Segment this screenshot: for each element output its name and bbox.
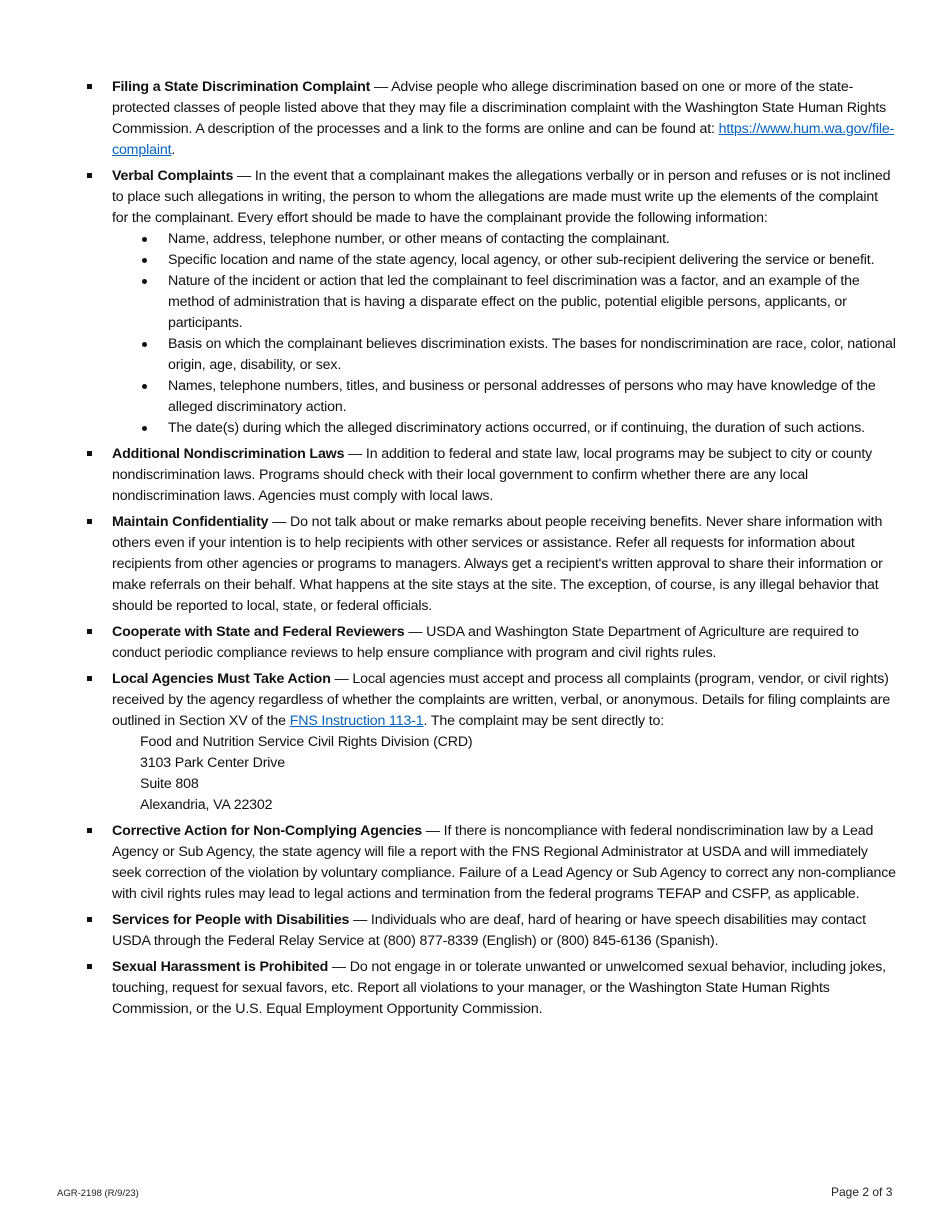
section-title: Maintain Confidentiality: [112, 514, 269, 530]
form-id: AGR-2198 (R/9/23): [57, 1188, 139, 1199]
section-text: — If there is noncompliance with federal nondiscrimination law by a Lead Agency or Sub Agency, the state agency will file a report with the FNS Regional Administrator at USDA and will immediately seek correction of the violation by voluntary compliance. Failure of a Lead Agency or Sub Agency to correct any non-compliance with civil rights rules may lead to legal actions and termination from the federal programs TEFAP and CSFP, as applicable.: [112, 823, 896, 902]
section-text: . The complaint may be sent directly to:: [423, 713, 665, 729]
list-item: Names, telephone numbers, titles, and business or personal addresses of persons who may have knowledge of the alleged discriminatory action.: [168, 376, 897, 418]
hum-wa-link[interactable]: https://www.hum.wa.gov/file-complaint: [112, 121, 895, 158]
section-cooperate-reviewers: [112, 622, 897, 664]
section-title: Cooperate with State and Federal Reviewers: [112, 624, 405, 640]
section-sexual-harassment: [112, 957, 897, 1020]
section-additional-laws: [112, 444, 897, 507]
section-corrective-action: [112, 821, 897, 905]
section-local-agencies: [112, 669, 897, 816]
list-item: Nature of the incident or action that led the complainant to feel discrimination was a factor, and an example of the method of administration that is having a disparate effect on the public, potential eligible persons, applicants, or participants.: [168, 271, 897, 334]
section-text: — Do not engage in or tolerate unwanted or unwelcomed sexual behavior, including jokes, touching, request for sexual favors, etc. Report all violations to your manager, or the Washington State Human Rights Commission, or the U.S. Equal Employment Opportunity Commission.: [112, 959, 886, 1017]
section-title: Services for People with Disabilities: [112, 912, 350, 928]
section-disabilities: [112, 910, 897, 952]
list-item: The date(s) during which the alleged discriminatory actions occurred, or if continuing, the duration of such actions.: [168, 418, 897, 439]
page-number: Page 2 of 3: [831, 1185, 893, 1199]
section-title: Verbal Complaints: [112, 168, 234, 184]
address-line: 3103 Park Center Drive: [140, 755, 285, 771]
section-title: Filing a State Discrimination Complaint: [112, 79, 371, 95]
section-text: .: [171, 142, 176, 158]
section-text: — Individuals who are deaf, hard of hearing or have speech disabilities may contact USDA through the Federal Relay Service at (800) 877-8339 (English) or (800) 845-6136 (Spanish).: [112, 912, 866, 949]
section-title: Corrective Action for Non-Complying Agencies: [112, 823, 423, 839]
section-text: — In the event that a complainant makes the allegations verbally or in person and refuses or is not inclined to place such allegations in writing, the person to whom the allegations are made must write up the elements of the complaint for the complainant. Every effort should be made to have the complainant provide the following information:: [112, 168, 891, 226]
list-item: Name, address, telephone number, or other means of contacting the complainant.: [168, 229, 897, 250]
section-text: — Do not talk about or make remarks about people receiving benefits. Never share information with others even if your intention is to help recipients with other services or assistance. Refer all requests for information about recipients from other agencies or programs to managers. Always get a recipient's written approval to share their information or make referrals on their behalf. What happens at the site stays at the site. The exception, of course, is any illegal behavior that should be reported to local, state, or federal officials.: [112, 514, 883, 614]
section-title: Sexual Harassment is Prohibited: [112, 959, 329, 975]
required-info-list: [112, 229, 897, 439]
address-line: Food and Nutrition Service Civil Rights Division (CRD): [140, 734, 473, 750]
section-text: — USDA and Washington State Department of Agriculture are required to conduct periodic compliance reviews to help ensure compliance with program and civil rights rules.: [112, 624, 859, 661]
document-body: [112, 77, 897, 1025]
section-text: — Local agencies must accept and process all complaints (program, vendor, or civil rights) received by the agency regardless of whether the complaints are written, verbal, or anonymous. Details for filing complaints are outlined in Section XV of the: [112, 671, 891, 729]
section-confidentiality: [112, 512, 897, 617]
address-line: Alexandria, VA 22302: [140, 797, 273, 813]
section-verbal-complaints: [112, 166, 897, 439]
section-text: — In addition to federal and state law, local programs may be subject to city or county nondiscrimination laws. Programs should check with their local government to confirm whether there are any local nondiscrimination laws. Agencies must comply with local laws.: [112, 446, 873, 504]
crd-address: [112, 732, 897, 816]
list-item: Specific location and name of the state agency, local agency, or other sub-recipient delivering the service or benefit.: [168, 250, 897, 271]
section-filing-state-complaint: [112, 77, 897, 161]
section-text: — Advise people who allege discrimination based on one or more of the state-protected classes of people listed above that they may file a discrimination complaint with the Washington State Human Rights Commission. A description of the processes and a link to the forms are online and can be found at:: [112, 79, 887, 137]
section-title: Local Agencies Must Take Action: [112, 671, 331, 687]
fns-instruction-link[interactable]: FNS Instruction 113-1: [289, 713, 424, 729]
address-line: Suite 808: [140, 776, 199, 792]
list-item: Basis on which the complainant believes discrimination exists. The bases for nondiscrimination are race, color, national origin, age, disability, or sex.: [168, 334, 897, 376]
section-title: Additional Nondiscrimination Laws: [112, 446, 345, 462]
